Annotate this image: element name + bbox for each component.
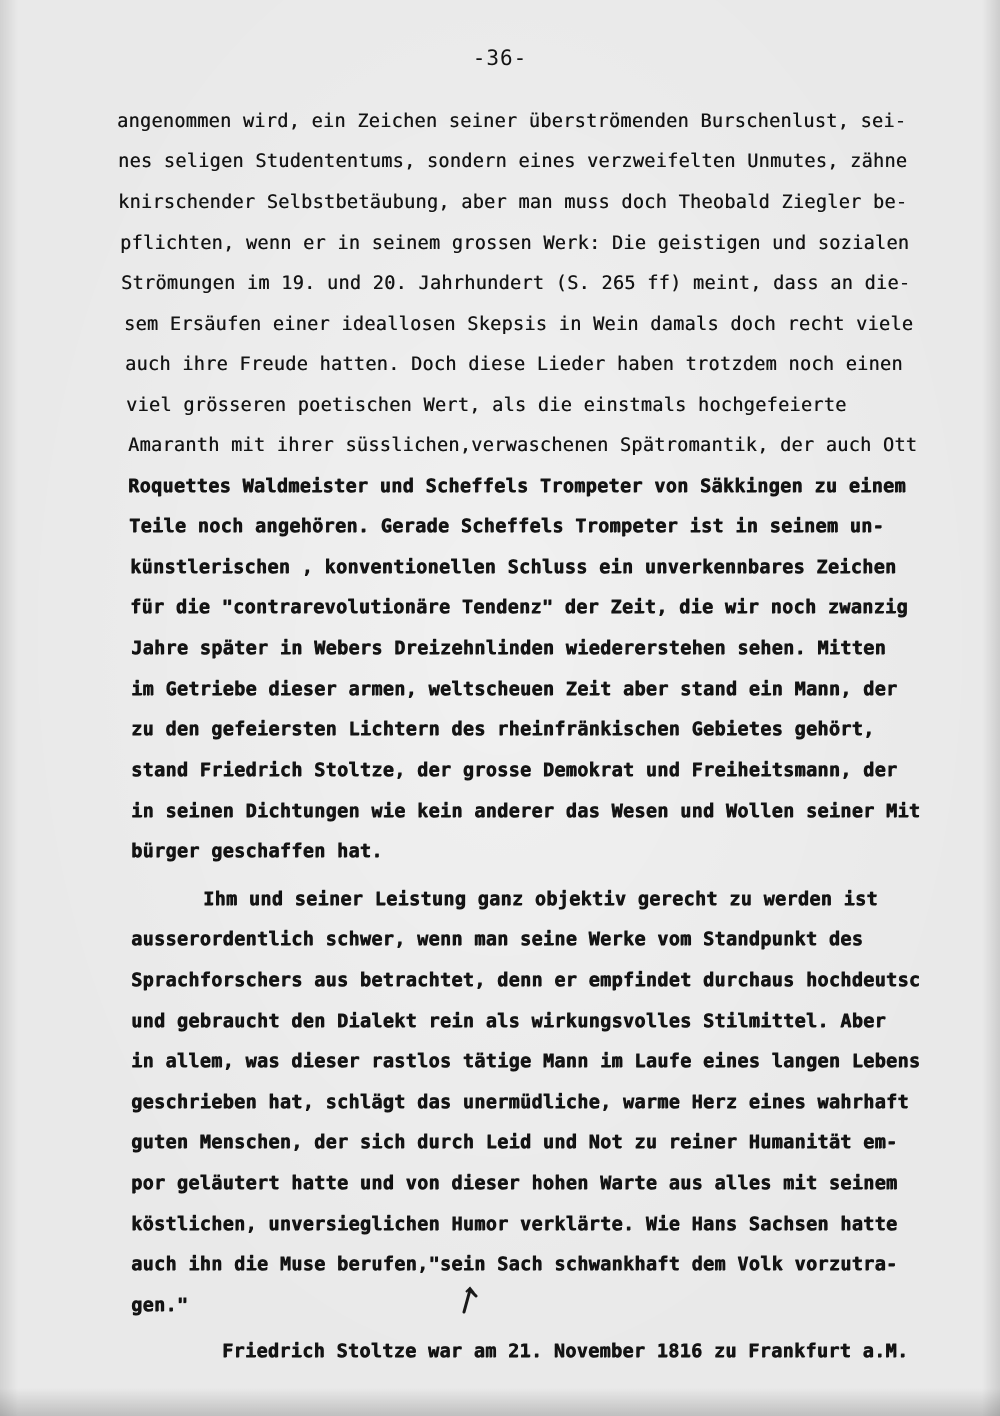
text-line: gen." [131, 1295, 189, 1316]
text-line: stand Friedrich Stoltze, der grosse Demokrat und Freiheitsmann, der [131, 760, 898, 781]
text-line: Strömungen im 19. und 20. Jahrhundert (S. 265 ff) meint, dass an die- [121, 273, 911, 294]
text-line: in seinen Dichtungen wie kein anderer das Wesen und Wollen seiner Mit [131, 801, 921, 822]
text-line: Roquettes Waldmeister und Scheffels Trompeter von Säkkingen zu einem [128, 476, 906, 497]
text-line: nes seligen Studententums, sondern eines verzweifelten Unmutes, zähne [118, 151, 908, 172]
text-line: Jahre später in Webers Dreizehnlinden wiedererstehen sehen. Mitten [131, 638, 886, 659]
text-line: por geläutert hatte und von dieser hohen Warte aus alles mit seinem [131, 1173, 898, 1194]
text-line: Sprachforschers aus betrachtet, denn er empfindet durchaus hochdeutsc [131, 970, 921, 991]
text-line: Teile noch angehören. Gerade Scheffels Trompeter ist in seinem un- [129, 516, 884, 537]
text-line: guten Menschen, der sich durch Leid und Not zu reiner Humanität em- [131, 1132, 898, 1153]
insertion-mark-icon [458, 1284, 482, 1321]
text-line: ausserordentlich schwer, wenn man seine Werke vom Standpunkt des [131, 929, 864, 950]
text-line: Amaranth mit ihrer süsslichen,verwaschenen Spätromantik, der auch Ott [128, 435, 918, 456]
text-line: geschrieben hat, schlägt das unermüdliche, warme Herz eines wahrhaft [131, 1092, 909, 1113]
page-number: -36- [472, 46, 528, 70]
text-line: auch ihn die Muse berufen,"sein Sach schwankhaft dem Volk vorzutra- [131, 1254, 898, 1275]
text-line: auch ihre Freude hatten. Doch diese Lieder haben trotzdem noch einen [125, 354, 903, 375]
text-line: viel grösseren poetischen Wert, als die einstmals hochgefeierte [126, 395, 847, 416]
text-line: und gebraucht den Dialekt rein als wirkungsvolles Stilmittel. Aber [131, 1011, 886, 1032]
text-line: knirschender Selbstbetäubung, aber man muss doch Theobald Ziegler be- [118, 192, 908, 213]
text-line: angenommen wird, ein Zeichen seiner überströmenden Burschenlust, sei- [117, 111, 907, 132]
text-line: in allem, was dieser rastlos tätige Mann im Laufe eines langen Lebens [131, 1051, 921, 1072]
text-line: Friedrich Stoltze war am 21. November 1816 zu Frankfurt a.M. [222, 1341, 909, 1362]
text-line: künstlerischen , konventionellen Schluss ein unverkennbares Zeichen [130, 557, 897, 578]
scan-shadow [0, 1388, 1000, 1416]
text-line: Ihm und seiner Leistung ganz objektiv gerecht zu werden ist [203, 889, 878, 910]
text-line: bürger geschaffen hat. [131, 841, 383, 862]
text-line: pflichten, wenn er in seinem grossen Werk: Die geistigen und sozialen [120, 233, 910, 254]
text-line: im Getriebe dieser armen, weltscheuen Zeit aber stand ein Mann, der [131, 679, 898, 700]
text-line: zu den gefeiersten Lichtern des rheinfränkischen Gebietes gehört, [131, 719, 875, 740]
text-line: sem Ersäufen einer ideallosen Skepsis in Wein damals doch recht viele [124, 314, 914, 335]
text-line: köstlichen, unversieglichen Humor verklärte. Wie Hans Sachsen hatte [131, 1214, 898, 1235]
text-line: für die "contrarevolutionäre Tendenz" der Zeit, die wir noch zwanzig [130, 597, 908, 618]
